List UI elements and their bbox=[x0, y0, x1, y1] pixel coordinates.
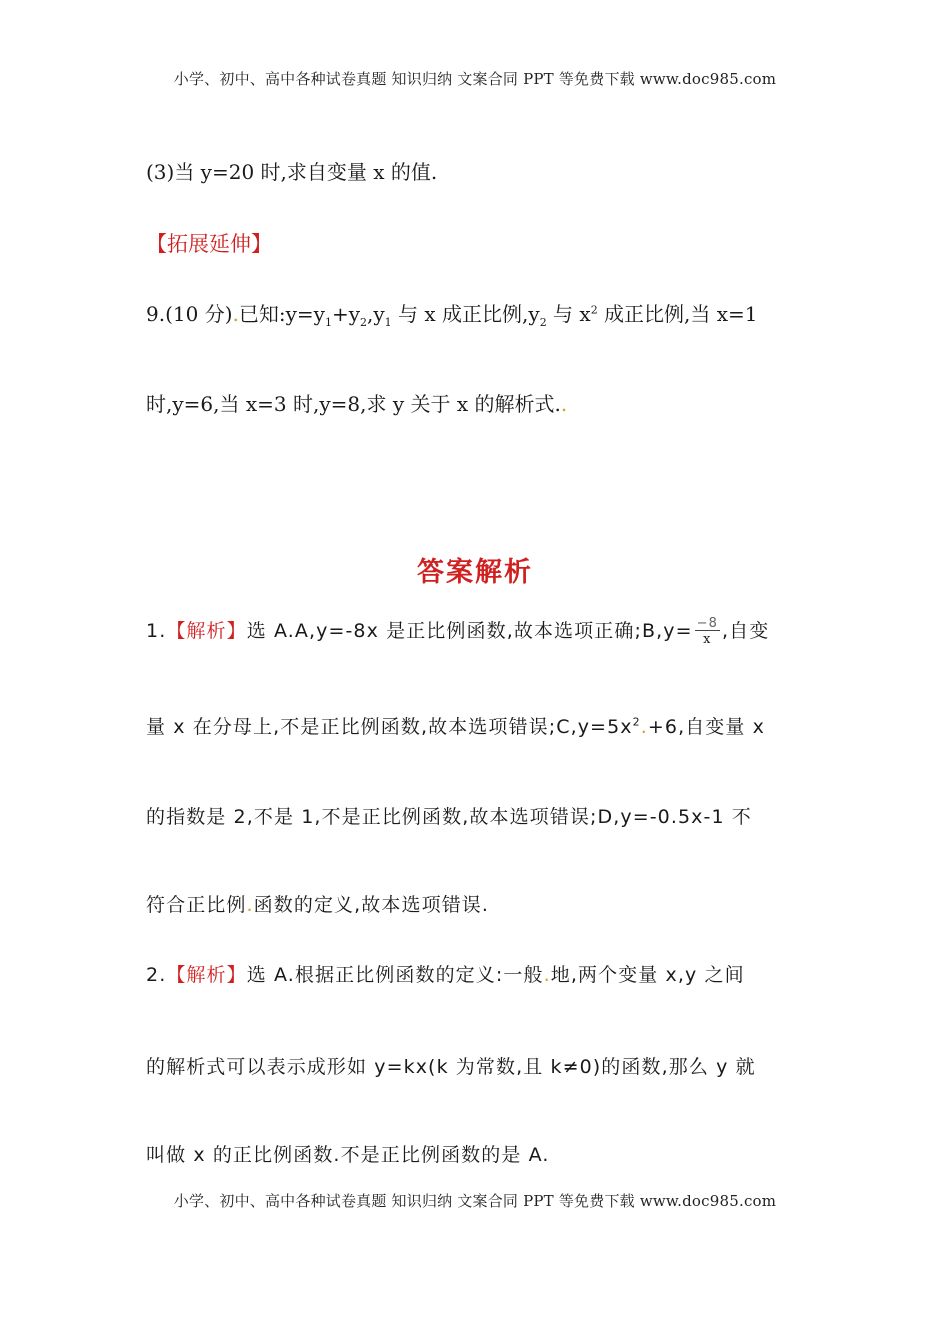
answer-2-line-1 bbox=[146, 960, 745, 987]
fraction-denominator: x bbox=[703, 632, 712, 647]
question-3-line: (3)当 y=20 时,求自变量 x 的值. bbox=[146, 160, 438, 184]
answer-1-line-1 bbox=[146, 616, 769, 646]
question-9-line-1 bbox=[146, 298, 758, 329]
q9-text: +y bbox=[331, 302, 361, 326]
answer-1-line-3: 的指数是 2,不是 1,不是正比例函数,故本选项错误;D,y=-0.5x-1 不 bbox=[146, 806, 752, 828]
fraction bbox=[695, 617, 720, 646]
subscript: 1 bbox=[384, 316, 392, 329]
page-header: 小学、初中、高中各种试卷真题 知识归纳 文案合同 PPT 等免费下载 www.doc985.com bbox=[173, 70, 777, 88]
subscript: 2 bbox=[539, 316, 547, 329]
answer-title: 答案解析 bbox=[417, 557, 533, 588]
answer-2-line-2: 的解析式可以表示成形如 y=kx(k 为常数,且 k≠0)的函数,那么 y 就 bbox=[146, 1056, 756, 1078]
answer-text: 量 x 在分母上,不是正比例函数,故本选项错误;C,y=5x bbox=[146, 716, 633, 738]
mark-dot: . bbox=[543, 964, 551, 986]
page-footer: 小学、初中、高中各种试卷真题 知识归纳 文案合同 PPT 等免费下载 www.doc985.com bbox=[173, 1192, 777, 1210]
subscript: 2 bbox=[360, 316, 368, 329]
question-9-line-2 bbox=[146, 388, 567, 417]
answer-text: 符合正比例 bbox=[146, 894, 247, 916]
analysis-tag: 【解析】 bbox=[166, 964, 247, 986]
extension-heading: 【拓展延伸】 bbox=[146, 232, 272, 256]
answer-2-line-3: 叫做 x 的正比例函数.不是正比例函数的是 A. bbox=[146, 1144, 550, 1166]
mark-dot: . bbox=[560, 392, 568, 416]
superscript: 2 bbox=[590, 303, 598, 317]
q9-text: 成正比例,当 x=1 bbox=[597, 302, 758, 326]
answer-number: 1. bbox=[146, 620, 167, 642]
answer-text: +6,自变量 x bbox=[647, 716, 765, 738]
answer-text: 地,两个变量 x,y 之间 bbox=[550, 964, 745, 986]
answer-1-line-2 bbox=[146, 712, 765, 739]
q9-text: ,y bbox=[367, 302, 385, 326]
subscript: 1 bbox=[324, 316, 332, 329]
answer-text: ,自变 bbox=[721, 620, 770, 642]
mark-dot: . bbox=[640, 716, 648, 738]
analysis-tag: 【解析】 bbox=[166, 620, 247, 642]
answer-number: 2. bbox=[146, 964, 167, 986]
mark-dot: . bbox=[232, 302, 239, 326]
superscript: 2 bbox=[632, 715, 641, 729]
q9-text: 已知:y=y bbox=[238, 302, 325, 326]
q9-text: 时,y=6,当 x=3 时,y=8,求 y 关于 x 的解析式. bbox=[146, 392, 561, 416]
q9-number: 9.(10 分) bbox=[146, 302, 233, 326]
q9-text: 与 x bbox=[546, 302, 591, 326]
answer-text: 函数的定义,故本选项错误. bbox=[253, 894, 490, 916]
answer-text: 选 A.根据正比例函数的定义:一般 bbox=[246, 964, 544, 986]
answer-1-line-4 bbox=[146, 890, 489, 917]
mark-dot: . bbox=[246, 894, 254, 916]
q9-text: 与 x 成正比例,y bbox=[391, 302, 540, 326]
answer-text: 选 A.A,y=-8x 是正比例函数,故本选项正确;B,y= bbox=[246, 620, 693, 642]
fraction-numerator: −8 bbox=[696, 616, 718, 631]
